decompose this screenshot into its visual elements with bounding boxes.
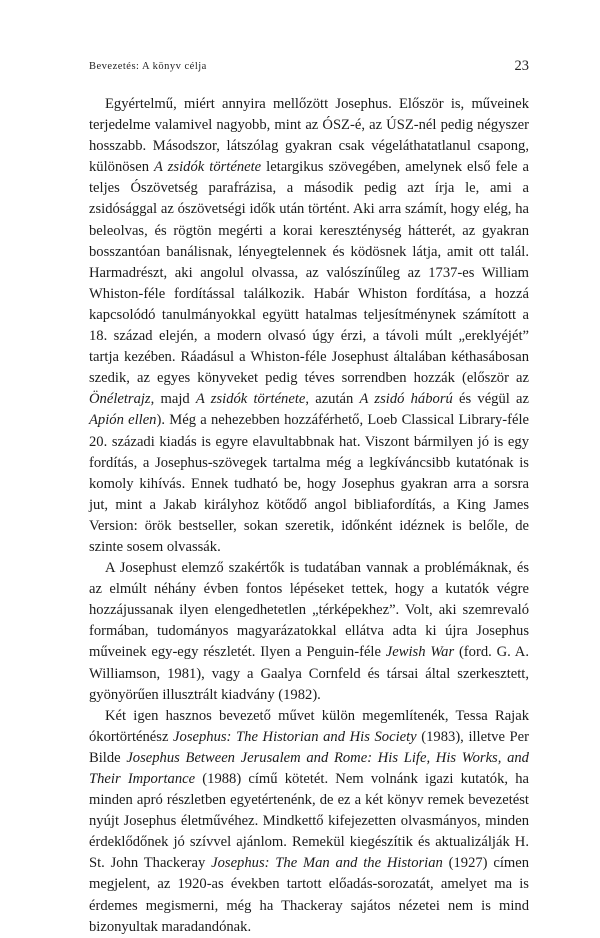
text-run: Egyértelmű, miért annyira mellőzött Josephus. Először is, műveinek terjedelme valamivel nagyobb, mint az ÓSZ-é, az ÚSZ-nél pedig négyszer hosszabb. Másodszor, látszólag gyakran csak végeláthatatlanul csapong, különösen xyxy=(89,96,529,176)
text-run: Két igen hasznos bevezető művet külön megemlítenék, Tessa Rajak ókortörténész xyxy=(89,707,529,745)
running-head-title: Bevezetés: A könyv célja xyxy=(89,61,207,72)
italic-title: Apión ellen xyxy=(89,412,157,429)
text-run: (1927) címen megjelent, az 1920-as években tartott előadás-sorozatát, amelyet ma is érdemes megismerni, még ha Thackeray sajátos nézetei nem is mind bizonyultak maradandónak. xyxy=(89,855,529,935)
paragraph-2 xyxy=(89,558,529,706)
italic-title: Jewish War xyxy=(385,644,455,661)
body-text xyxy=(89,94,529,938)
italic-title: Josephus: The Historian and His Society xyxy=(173,728,417,745)
text-run: , azután xyxy=(305,391,360,408)
text-run: és végül az xyxy=(452,391,529,408)
text-run: , majd xyxy=(150,391,196,408)
paragraph-3 xyxy=(89,706,529,938)
italic-title: Önéletrajz xyxy=(89,391,151,408)
text-run: letargikus szövegében, amelynek első fele a teljes Ószövetség parafrázisa, a második pedig azt írja le, ami a zsidósággal az ószövetségi idők után történt. Aki arra számít, hogy elég, ha beleolvas, és rögtön megérti a korai kereszténység hátterét, az gyakran bosszantóan banálisnak, lényegtelennek és ködösnek látja, amit ott talál. Harmadrészt, aki angolul olvassa, az valószínűleg az 1737-es William Whiston-féle fordítással találkozik. Habár Whiston fordítása, a hozzá kapcsolódó tanulmányokkal együtt hatalmas teljesítménynek számított a 18. század elején, a modern olvasó úgy érzi, a távoli múlt „ereklyéjét” tartja kezében. Ráadásul a Whiston-féle Josephust általában kéthasábosan szedik, az egyes könyveket pedig téves sorrendben hozzák (először az xyxy=(89,159,529,387)
paragraph-1 xyxy=(89,94,529,558)
italic-title: Josephus Between Jerusalem and Rome: His Life, His Works, and Their Importance xyxy=(89,749,529,787)
italic-title: A zsidó háború xyxy=(359,391,453,408)
italic-title: A zsidók története xyxy=(195,391,306,408)
page-number: 23 xyxy=(514,58,529,74)
text-run: (ford. G. A. Williamson, 1981), vagy a Gaalya Cornfeld és társai által szerkesztett, gyönyörűen illusztrált kiadvány (1982). xyxy=(89,644,529,703)
italic-title: Josephus: The Man and the Historian xyxy=(211,855,443,872)
running-head xyxy=(89,58,529,78)
italic-title: A zsidók története xyxy=(154,159,262,176)
text-run: (1988) című kötetét. Nem volnánk igazi kutatók, ha minden apró részletben egyetértenénk, de ez a két könyv remek bevezetést nyújt Josephus életművéhez. Mindkettő kifejezetten olvasmányos, minden érdeklődőnek jó szívvel ajánlom. Remekül kiegészítik és aktualizálják H. St. John Thackeray xyxy=(89,771,529,872)
text-run: ). Még a nehezebben hozzáférhető, Loeb Classical Library-féle 20. századi kiadás is egyre elavultabbnak hat. Viszont bármilyen jó is egy fordítás, a Josephus-szövegek tartalma még a legkíváncsibb kutatónak is komoly kihívás. Ennek tudható be, hogy Josephus gyakran arra a sorsra jut, mint a Jakab királyhoz kötődő angol bibliafordítás, a King James Version: örök bestseller, sokan szeretik, időnként idéznek is belőle, de szinte sosem olvassák. xyxy=(89,412,530,555)
text-run: A Josephust elemző szakértők is tudatában vannak a problémáknak, és az elmúlt néhány évben fontos lépéseket tettek, hogy a kutatók végre hozzájussanak ilyen elengedhetetlen „térképekhez”. Volt, aki szemrevaló formában, tudományos magyarázatokkal ellátva adta ki újra Josephus műveinek egy-egy részletét. Ilyen a Penguin-féle xyxy=(89,560,529,661)
text-run: (1983), illetve Per Bilde xyxy=(89,728,529,766)
